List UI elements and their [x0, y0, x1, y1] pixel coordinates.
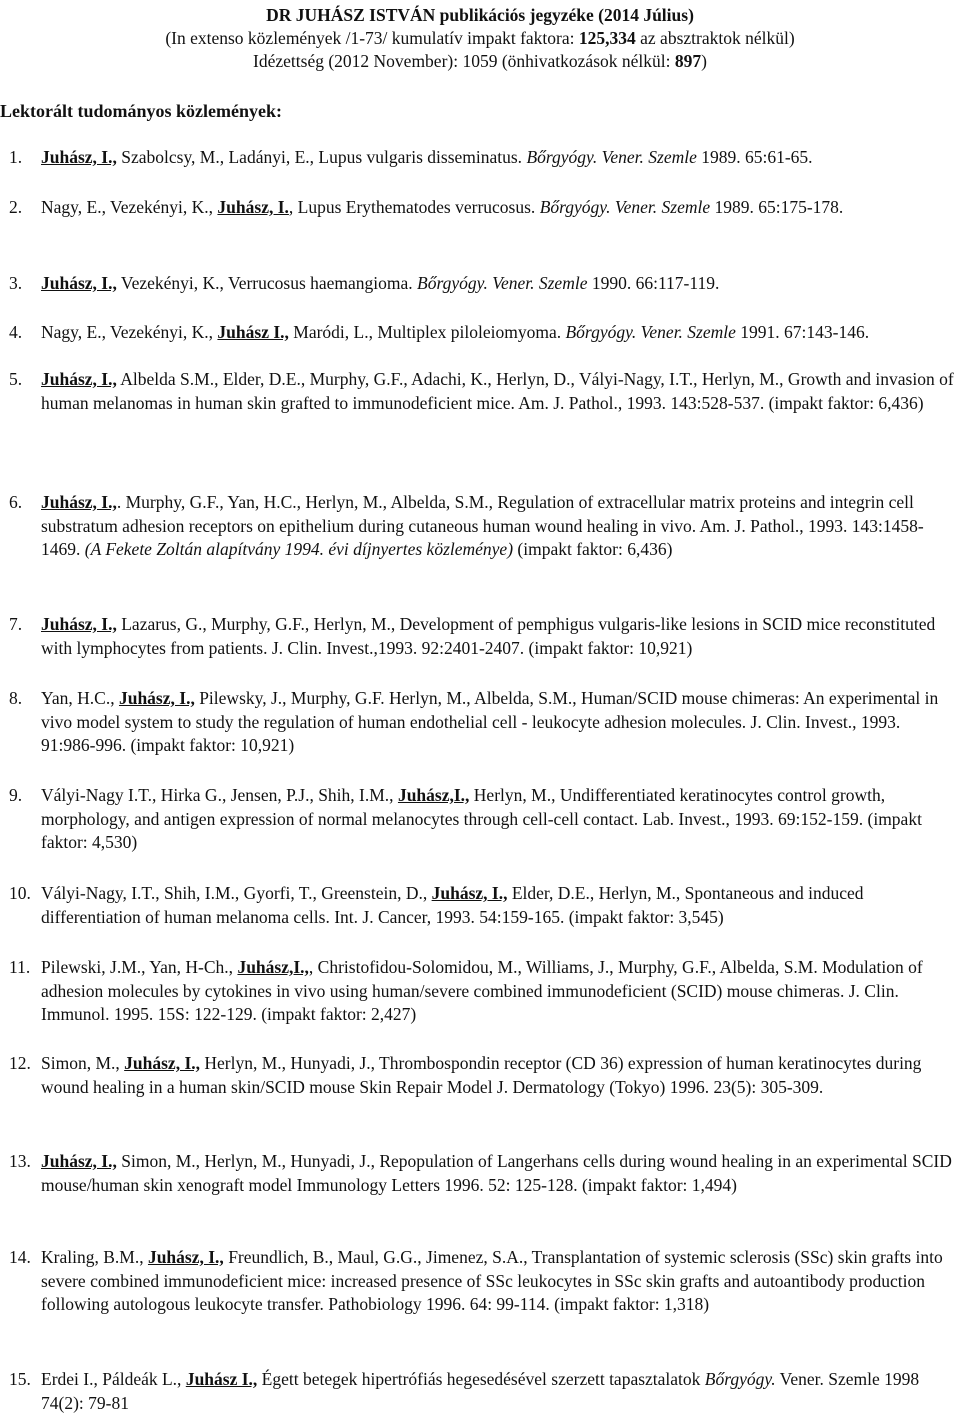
citation-segment: Vener. Szemle 1998 74(2): 79-81: [41, 1369, 920, 1413]
publication-number: 7.: [9, 614, 23, 634]
publication-number: 11.: [9, 957, 31, 977]
citation-segment: Albelda S.M., Elder, D.E., Murphy, G.F., Adachi, K., Herlyn, D., Vályi-Nagy, I.T., Herlyn, M., Growth and invasion of human melanomas in human skin grafted to immunodeficient mice. Am. J. Pathol., 1993. 143:528-537. (impakt faktor: 6,436): [41, 369, 954, 413]
publication-text: [41, 491, 958, 562]
impact-factor-suffix: az absztraktok nélkül): [635, 28, 795, 48]
publication-text: [41, 196, 958, 220]
citation-segment: Freundlich, B., Maul, G.G., Jimenez, S.A., Transplantation of systemic sclerosis (SSc) skin grafts into severe combined immunodeficient mice: increased presence of SSc leukocytes in SSc skin grafts and autoantibody production following autologous leukocyte transfer. Pathobiology 1996. 64: 99-114. (impakt faktor: 1,318): [41, 1247, 943, 1314]
author-highlight: Juhász, I.,: [147, 1247, 224, 1267]
citation-segment: Vályi-Nagy I.T., Hirka G., Jensen, P.J., Shih, I.M.,: [41, 785, 398, 805]
author-highlight: Juhász I.,: [185, 1369, 258, 1389]
impact-factor-line: [0, 27, 960, 50]
journal-name: Bőrgyógy. Vener. Szemle: [526, 147, 697, 167]
citation-segment: Erdei I., Páldeák L.,: [41, 1369, 186, 1389]
impact-factor-value: 125,334: [578, 28, 636, 48]
citation-segment: , Lupus Erythematodes verrucosus.: [288, 197, 540, 217]
citation-value: 897: [674, 51, 702, 71]
publication-number: 10.: [9, 883, 31, 903]
publication-text: [41, 368, 958, 415]
citation-segment: Elder, D.E., Herlyn, M., Spontaneous and induced differentiation of human melanoma cells. Int. J. Cancer, 1993. 54:159-165. (impakt faktor: 3,545): [41, 883, 864, 927]
citation-segment: Égett betegek hipertrófiás hegesedésével szerzett tapasztalatok: [257, 1369, 705, 1389]
publication-entry: [0, 1246, 958, 1317]
impact-factor-text: (In extenso közlemények /1-73/ kumulatív impakt faktora:: [165, 28, 579, 48]
citation-segment: . Murphy, G.F., Yan, H.C., Herlyn, M., Albelda, S.M., Regulation of extracellular matrix proteins and integrin cell substratum adhesion receptors on epithelium during cutaneous human wound healing in vivo. Am. J. Pathol., 1993. 143:1458-1469.: [41, 492, 924, 559]
citation-segment: Vezekényi, K., Verrucosus haemangioma.: [116, 273, 418, 293]
author-highlight: Juhász,I.,: [237, 957, 309, 977]
publication-entry: [0, 196, 958, 220]
citation-segment: (impakt faktor: 6,436): [513, 539, 673, 559]
publication-number: 4.: [9, 322, 23, 342]
publication-text: [41, 146, 958, 170]
publication-number: 14.: [9, 1247, 31, 1267]
publication-number: 9.: [9, 785, 23, 805]
citation-segment: Nagy, E., Vezekényi, K.,: [41, 197, 218, 217]
publication-text: [41, 956, 958, 1027]
publication-text: [41, 321, 958, 345]
publication-entry: [0, 321, 958, 345]
publication-text: [41, 613, 958, 660]
journal-name: Bőrgyógy.: [704, 1369, 776, 1389]
author-highlight: Juhász, I.,: [41, 614, 117, 634]
publication-entry: [0, 368, 958, 415]
citation-text: Idézettség (2012 November): 1059 (önhivatkozások nélkül:: [253, 51, 675, 71]
publication-text: [41, 882, 958, 929]
publication-entry: [0, 491, 958, 562]
citation-segment: Pilewsky, J., Murphy, G.F. Herlyn, M., Albelda, S.M., Human/SCID mouse chimeras: An experimental in vivo model system to study the regulation of human endothelial cell - leukocyte adhesion molecules. J. Clin. Invest., 1993. 91:986-996. (impakt faktor: 10,921): [41, 688, 939, 755]
publication-number: 8.: [9, 688, 23, 708]
document-header: [0, 4, 960, 73]
citation-segment: 1989. 65:175-178.: [710, 197, 844, 217]
author-highlight: Juhász, I.,: [41, 147, 117, 167]
citation-segment: 1991. 67:143-146.: [735, 322, 870, 342]
citation-line: [0, 50, 960, 73]
publication-entry: [0, 613, 958, 660]
citation-segment: Vályi-Nagy, I.T., Shih, I.M., Gyorfi, T., Greenstein, D.,: [41, 883, 432, 903]
author-highlight: Juhász, I.: [217, 197, 289, 217]
publication-text: [41, 1368, 958, 1415]
publication-number: 1.: [9, 147, 23, 167]
citation-segment: Herlyn, M., Hunyadi, J., Thrombospondin receptor (CD 36) expression of human keratinocytes during wound healing in a human skin/SCID mouse Skin Repair Model J. Dermatology (Tokyo) 1996. 23(5): 305-309.: [41, 1053, 922, 1097]
publication-number: 6.: [9, 492, 23, 512]
publication-entry: [0, 1052, 958, 1099]
citation-segment: Simon, M., Herlyn, M., Hunyadi, J., Repopulation of Langerhans cells during wound healing in an experimental SCID mouse/human skin xenograft model Immunology Letters 1996. 52: 125-128. (impakt faktor: 1,494): [41, 1151, 952, 1195]
publication-number: 3.: [9, 273, 23, 293]
citation-segment: , Christofidou-Solomidou, M., Williams, J., Murphy, G.F., Albelda, S.M. Modulation of adhesion molecules by cytokines in vivo using human/severe combined immunodeficient (SCID) mouse chimeras. J. Clin. Immunol. 1995. 15S: 122-129. (impakt faktor: 2,427): [41, 957, 923, 1024]
publication-text: [41, 272, 958, 296]
journal-name: (A Fekete Zoltán alapítvány 1994. évi díjnyertes közleménye): [84, 539, 514, 559]
author-highlight: Juhász, I.,: [431, 883, 508, 903]
author-highlight: Juhász, I.,: [118, 688, 195, 708]
author-highlight: Juhász, I.,: [124, 1053, 201, 1073]
citation-segment: Simon, M.,: [41, 1053, 125, 1073]
journal-name: Bőrgyógy. Vener. Szemle: [565, 322, 736, 342]
publication-entry: [0, 687, 958, 758]
publication-text: [41, 1150, 958, 1197]
journal-name: Bőrgyógy. Vener. Szemle: [539, 197, 711, 217]
publication-entry: [0, 272, 958, 296]
citation-segment: Nagy, E., Vezekényi, K.,: [41, 322, 218, 342]
publication-number: 2.: [9, 197, 23, 217]
publication-number: 12.: [9, 1053, 31, 1073]
publication-text: [41, 784, 958, 855]
citation-segment: Lazarus, G., Murphy, G.F., Herlyn, M., Development of pemphigus vulgaris-like lesions in SCID mice reconstituted with lymphocytes from patients. J. Clin. Invest.,1993. 92:2401-2407. (impakt faktor: 10,921): [41, 614, 936, 658]
citation-segment: Kraling, B.M.,: [41, 1247, 148, 1267]
citation-suffix: ): [701, 51, 707, 71]
publication-number: 5.: [9, 369, 23, 389]
citation-segment: Herlyn, M., Undifferentiated keratinocytes control growth, morphology, and antigen expression of normal melanocytes through cell-cell contact. Lab. Invest., 1993. 69:152-159. (impakt faktor: 4,530): [41, 785, 922, 852]
document-title: DR JUHÁSZ ISTVÁN publikációs jegyzéke (2014 Július): [266, 5, 694, 25]
publication-text: [41, 1052, 958, 1099]
author-highlight: Juhász, I.,: [41, 369, 117, 389]
author-highlight: Juhász,I.,: [397, 785, 470, 805]
author-highlight: Juhász, I.,: [41, 273, 117, 293]
publication-text: [41, 1246, 958, 1317]
citation-segment: Szabolcsy, M., Ladányi, E., Lupus vulgaris disseminatus.: [116, 147, 527, 167]
section-title: Lektorált tudományos közlemények:: [0, 101, 282, 121]
publication-entry: [0, 1368, 958, 1415]
citation-segment: 1989. 65:61-65.: [696, 147, 813, 167]
publication-entry: [0, 1150, 958, 1197]
publication-entry: [0, 784, 958, 855]
author-highlight: Juhász, I.,: [41, 492, 117, 512]
publication-text: [41, 687, 958, 758]
citation-segment: Yan, H.C.,: [41, 688, 119, 708]
journal-name: Bőrgyógy. Vener. Szemle: [417, 273, 588, 293]
publication-entry: [0, 956, 958, 1027]
citation-segment: Maródi, L., Multiplex piloleiomyoma.: [288, 322, 566, 342]
author-highlight: Juhász I.,: [217, 322, 289, 342]
publication-entry: [0, 146, 958, 170]
publication-number: 15.: [9, 1369, 31, 1389]
publication-number: 13.: [9, 1151, 31, 1171]
author-highlight: Juhász, I.,: [41, 1151, 117, 1171]
publication-entry: [0, 882, 958, 929]
citation-segment: 1990. 66:117-119.: [587, 273, 720, 293]
citation-segment: Pilewski, J.M., Yan, H-Ch.,: [41, 957, 238, 977]
